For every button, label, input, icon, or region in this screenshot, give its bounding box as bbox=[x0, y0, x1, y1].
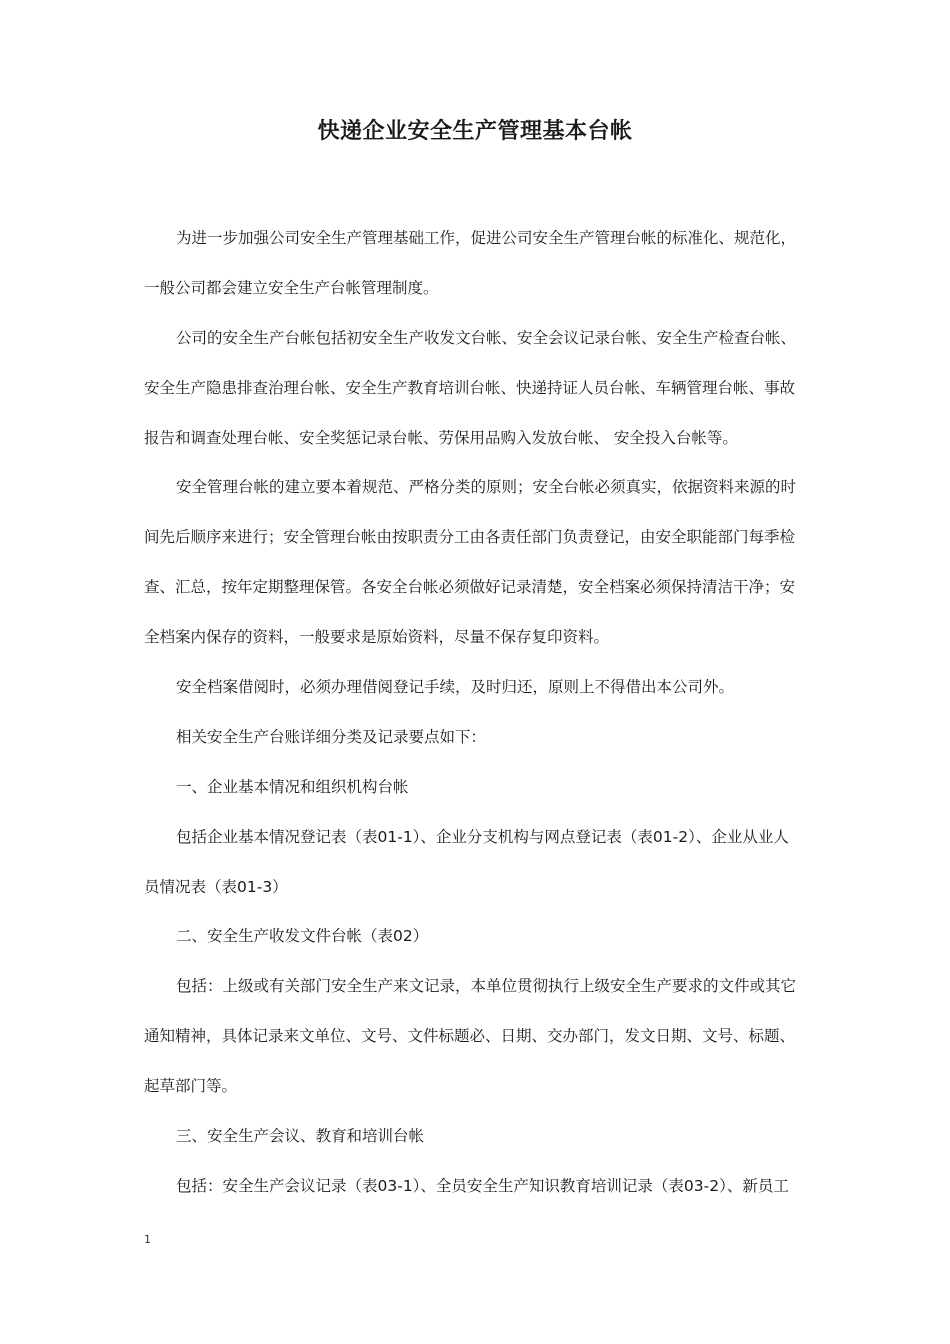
section-heading: 三、安全生产会议、教育和培训台帐 bbox=[176, 1127, 425, 1146]
paragraph-line: 包括：安全生产会议记录（表03-1）、全员安全生产知识教育培训记录（表03-2）、新员工 bbox=[176, 1176, 789, 1195]
paragraph-line: 包括企业基本情况登记表（表01-1）、企业分支机构与网点登记表（表01-2）、企业从业人 bbox=[176, 827, 789, 846]
paragraph-line: 公司的安全生产台帐包括初安全生产收发文台帐、安全会议记录台帐、安全生产检查台帐、 bbox=[176, 328, 797, 347]
paragraph-line: 包括：上级或有关部门安全生产来文记录，本单位贯彻执行上级安全生产要求的文件或其它 bbox=[176, 977, 797, 996]
paragraph-line: 安全管理台帐的建立要本着规范、严格分类的原则；安全台帐必须真实，依据资料来源的时 bbox=[176, 478, 797, 497]
page-number: 1 bbox=[144, 1233, 151, 1246]
paragraph-line: 查、汇总，按年定期整理保管。各安全台帐必须做好记录清楚，安全档案必须保持清洁干净；安 bbox=[144, 578, 796, 597]
document-title: 快递企业安全生产管理基本台帐 bbox=[317, 119, 633, 144]
paragraph-line: 全档案内保存的资料，一般要求是原始资料，尽量不保存复印资料。 bbox=[144, 628, 610, 647]
paragraph-line: 通知精神，具体记录来文单位、文号、文件标题必、日期、交办部门，发文日期、文号、标题、 bbox=[144, 1027, 796, 1046]
paragraph-line: 起草部门等。 bbox=[144, 1077, 238, 1096]
section-heading: 二、安全生产收发文件台帐（表02） bbox=[176, 927, 429, 946]
paragraph-line: 相关安全生产台账详细分类及记录要点如下： bbox=[176, 727, 487, 746]
paragraph-line: 安全档案借阅时，必须办理借阅登记手续，及时归还，原则上不得借出本公司外。 bbox=[176, 678, 735, 697]
section-heading: 一、企业基本情况和组织机构台帐 bbox=[176, 777, 409, 796]
paragraph-line: 员情况表（表01-3） bbox=[144, 877, 288, 896]
paragraph-line: 安全生产隐患排查治理台帐、安全生产教育培训台帐、快递持证人员台帐、车辆管理台帐、事故 bbox=[144, 378, 796, 397]
paragraph-line: 报告和调查处理台帐、安全奖惩记录台帐、劳保用品购入发放台帐、 安全投入台帐等。 bbox=[144, 428, 738, 447]
paragraph-line: 间先后顺序来进行；安全管理台帐由按职责分工由各责任部门负责登记，由安全职能部门每季检 bbox=[144, 528, 796, 547]
paragraph-line: 为进一步加强公司安全生产管理基础工作，促进公司安全生产管理台帐的标准化、规范化， bbox=[176, 229, 797, 247]
paragraph-line: 一般公司都会建立安全生产台帐管理制度。 bbox=[144, 278, 439, 297]
document-body bbox=[144, 222, 808, 1220]
